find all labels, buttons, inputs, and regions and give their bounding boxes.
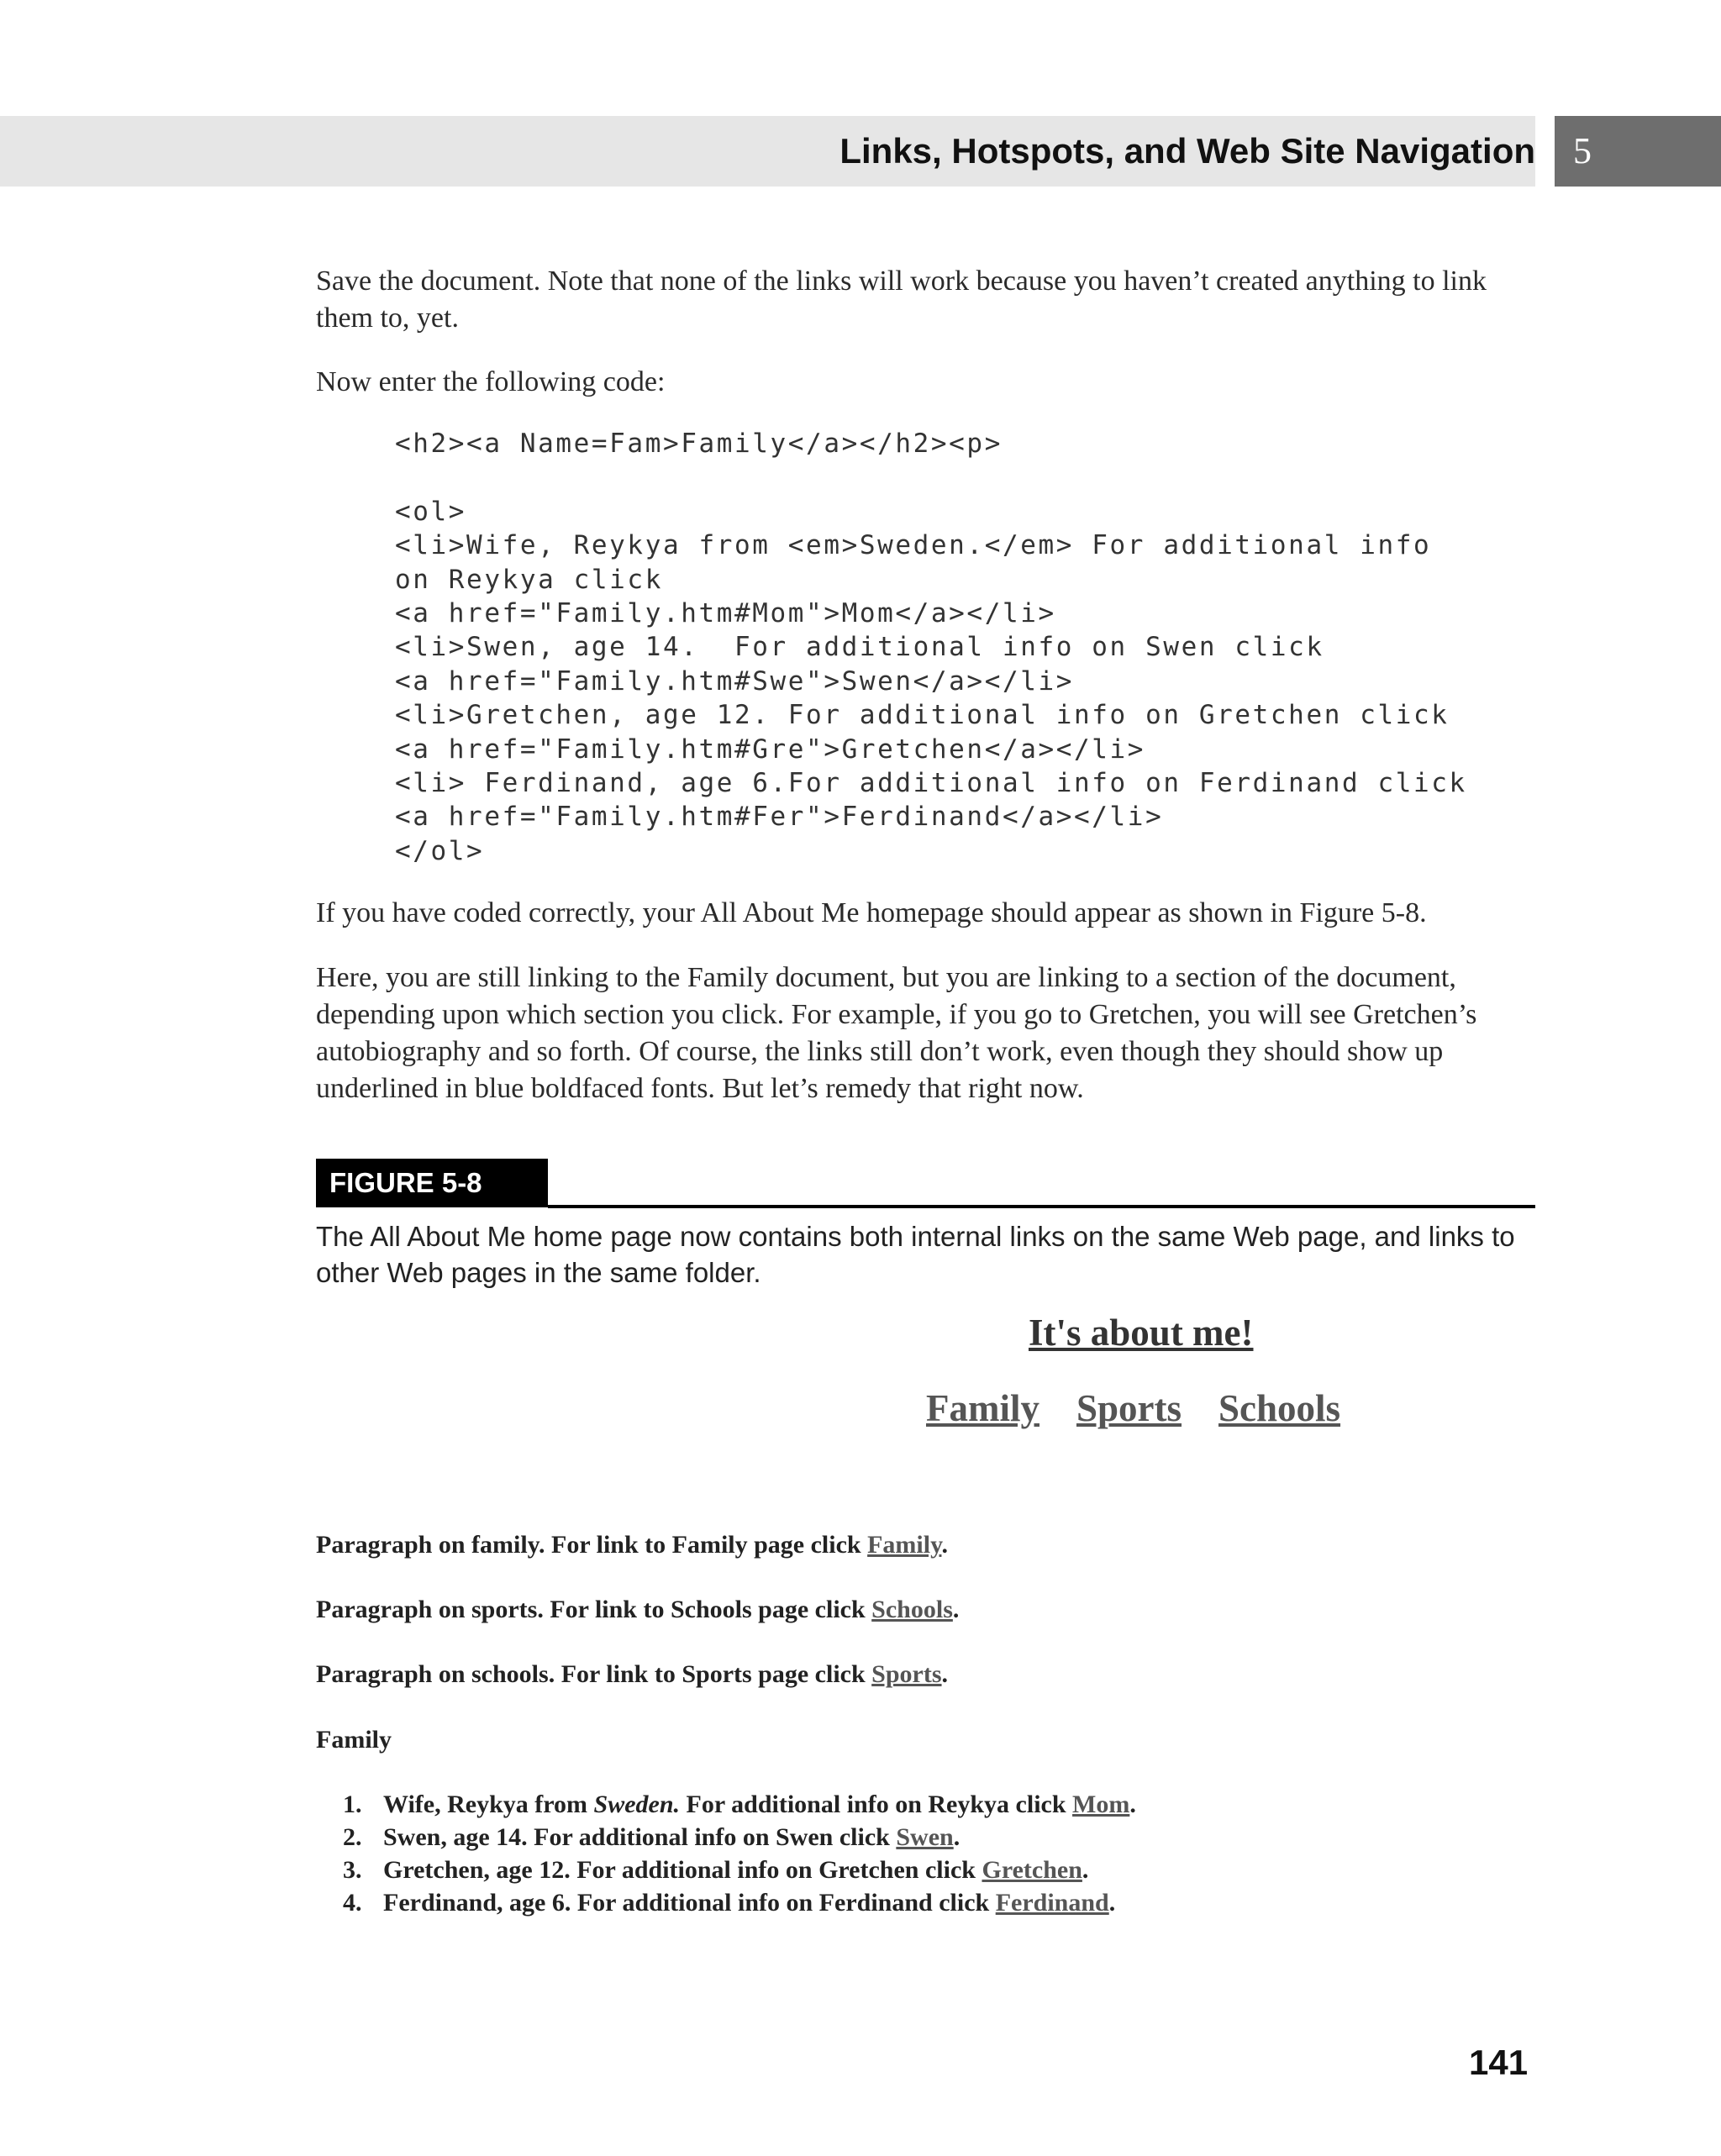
list-end: . [1082, 1856, 1089, 1884]
list-text: For additional info on Reykya click [680, 1791, 1073, 1818]
screenshot-paragraph-sports [316, 1594, 959, 1626]
paragraph-text: Paragraph on sports. For link to Schools page click [316, 1596, 872, 1623]
list-text: Gretchen, age 12. For additional info on Gretchen click [383, 1856, 982, 1884]
list-item [343, 1821, 1136, 1854]
list-number: 1. [343, 1791, 362, 1818]
paragraph-end: . [941, 1660, 949, 1688]
list-number: 4. [343, 1889, 362, 1917]
paragraph-text: Paragraph on schools. For link to Sports page click [316, 1660, 872, 1688]
list-number: 2. [343, 1823, 362, 1851]
list-emphasis: Sweden. [593, 1791, 681, 1818]
paragraph-end: . [952, 1596, 960, 1623]
screenshot-title: It's about me! [1029, 1312, 1254, 1354]
paragraph-link-family[interactable]: Family [867, 1531, 942, 1559]
list-link-ferdinand[interactable]: Ferdinand [995, 1889, 1109, 1917]
screenshot-nav [926, 1385, 1377, 1432]
screenshot-paragraph-family [316, 1529, 948, 1561]
page-number: 141 [1469, 2043, 1529, 2082]
paragraph-link-schools[interactable]: Schools [871, 1596, 953, 1623]
list-item [343, 1886, 1136, 1919]
list-link-swen[interactable]: Swen [896, 1823, 954, 1851]
paragraph-end: . [941, 1531, 948, 1559]
list-link-mom[interactable]: Mom [1072, 1791, 1130, 1818]
paragraph-text: Paragraph on family. For link to Family page click [316, 1531, 868, 1559]
figure-rule [548, 1205, 1535, 1208]
figure-label: FIGURE 5-8 [316, 1159, 548, 1207]
paragraph-link-sports[interactable]: Sports [871, 1660, 942, 1688]
body-paragraph-save: Save the document. Note that none of the links will work because you haven’t created anything to link them to, yet. [316, 266, 1487, 334]
screenshot-family-list [343, 1788, 1136, 1919]
list-item [343, 1854, 1136, 1886]
body-paragraph-explanation: Here, you are still linking to the Family document, but you are linking to a section of the document, depending upon which section you click. For example, if you go to Gretchen, you will see Gretchen’s autobiography and so forth. Of course, the links still don’t work, even though they should show up underlined in blue boldfaced fonts. But let’s remedy that right now. [316, 962, 1477, 1104]
list-text: Wife, Reykya from [383, 1791, 594, 1818]
list-end: . [953, 1823, 960, 1851]
body-paragraph-coded-correctly: If you have coded correctly, your All About Me homepage should appear as shown in Figure 5-8. [316, 897, 1427, 928]
list-text: Swen, age 14. For additional info on Swen click [383, 1823, 897, 1851]
list-number: 3. [343, 1856, 362, 1884]
nav-link-sports[interactable]: Sports [1076, 1387, 1182, 1429]
list-end: . [1129, 1791, 1136, 1818]
figure-caption: The All About Me home page now contains both internal links on the same Web page, and links to other Web pages in the same folder. [316, 1221, 1515, 1288]
running-header-title: Links, Hotspots, and Web Site Navigation [839, 131, 1535, 171]
list-end: . [1108, 1889, 1116, 1917]
chapter-number-tab: 5 [1555, 116, 1721, 187]
body-paragraph-enter-code: Now enter the following code: [316, 366, 666, 397]
code-listing: <h2><a Name=Fam>Family</a></h2><p> <ol> <li>Wife, Reykya from <em>Sweden.</em> For additional info on Reykya click <a href="Family.htm#Mom">Mom</a></li> <li>Swen, age 14. For additional info on Swen click <a href="Family.htm#Swe">Swen</a></li> <li>Gretchen, age 12. For additional info on Gretchen click <a href="Family.htm#Gre">Gretchen</a></li> <li> Ferdinand, age 6.For additional info on Ferdinand click <a href="Family.htm#Fer">Ferdinand</a></li> </ol> [395, 429, 1467, 866]
list-item [343, 1788, 1136, 1821]
nav-link-family[interactable]: Family [926, 1387, 1039, 1429]
nav-link-schools[interactable]: Schools [1218, 1387, 1341, 1429]
list-text: Ferdinand, age 6. For additional info on Ferdinand click [383, 1889, 996, 1917]
list-link-gretchen[interactable]: Gretchen [982, 1856, 1082, 1884]
screenshot-paragraph-schools [316, 1659, 948, 1691]
screenshot-family-heading: Family [316, 1726, 392, 1754]
